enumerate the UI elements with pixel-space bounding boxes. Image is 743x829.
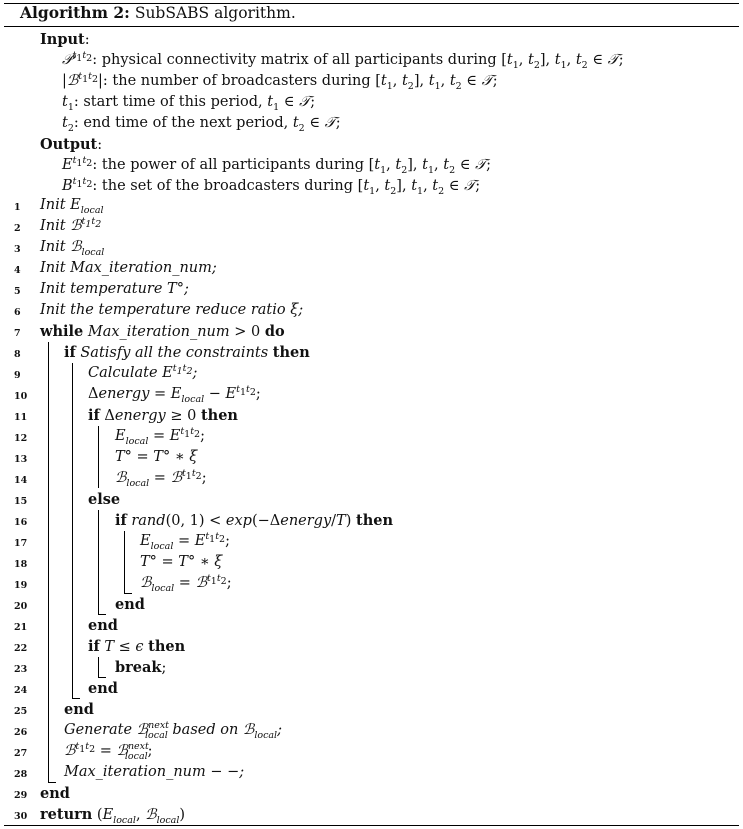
code-line: Δenergy = $E_{local} - E^{t_1t_2}$;: [88, 384, 261, 405]
code-line: Calculate $E^{t_1t_2}$;: [88, 363, 198, 381]
line-number: 29: [14, 790, 28, 801]
line-number: 27: [14, 748, 28, 759]
code-line: if rand(0, 1) < exp(−Δenergy/T) then: [115, 512, 394, 529]
line-number: 9: [14, 370, 21, 381]
line-number: 22: [14, 643, 28, 654]
line-number: 23: [14, 664, 28, 675]
while-block-hook: [48, 782, 56, 783]
output-line: $E^{t_1t_2}$: the power of all participants during [$t_1$, $t_2$], $t_1$, $t_2$ ∈ 𝒯;: [62, 155, 492, 176]
code-line: ℬ$_{local}$ = ℬ$^{t_1t_2}$;: [140, 573, 232, 594]
input-heading: Input:: [40, 31, 90, 48]
line-number: 26: [14, 727, 28, 738]
line-number: 20: [14, 601, 28, 612]
code-line: T° = T° ∗ ξ: [115, 449, 198, 465]
input-line: |ℬ$^{t_1t_2}$|: the number of broadcasters during [$t_1$, $t_2$], $t_1$, $t_2$ ∈ 𝒯;: [62, 71, 498, 92]
line-number: 14: [14, 475, 28, 486]
algorithm-label: Algorithm 2:: [20, 3, 130, 22]
code-line: if Δenergy ≥ 0 then: [88, 407, 238, 424]
code-line: else: [88, 491, 121, 508]
code-line: end: [88, 617, 118, 634]
code-line: ℬ$^{t_1t_2}$ = ℬ$^{next}_{local}$;: [64, 741, 153, 762]
code-line: Max_iteration_num − −;: [64, 764, 245, 780]
line-number: 18: [14, 559, 28, 570]
line-number: 21: [14, 622, 28, 633]
line-number: 15: [14, 496, 28, 507]
line-number: 7: [14, 328, 21, 339]
if-temp-hook: [98, 677, 106, 678]
line-number: 4: [14, 265, 21, 276]
input-line: $t_2$: end time of the next period, $t_2$ ∈ 𝒯;: [62, 115, 341, 134]
code-line: T° = T° ∗ ξ: [140, 554, 223, 570]
line-number: 13: [14, 454, 28, 465]
code-line: $E_{local} = E^{t_1t_2}$;: [140, 531, 230, 552]
algorithm-name: SubSABS algorithm.: [134, 4, 296, 22]
code-line: Generate ℬ$^{next}_{local}$ based on ℬ$_{local}$;: [64, 720, 282, 741]
if-block-bar: [72, 363, 73, 698]
code-line: Init $E_{local}$: [40, 197, 104, 216]
line-number: 3: [14, 244, 21, 255]
code-line: ℬ$_{local}$ = ℬ$^{t_1t_2}$;: [115, 468, 207, 489]
code-line: Init Max_iteration_num;: [40, 260, 217, 276]
code-line: $E_{local} = E^{t_1t_2}$;: [115, 426, 205, 447]
code-line: end: [64, 701, 94, 718]
code-line: break;: [115, 659, 167, 676]
else-block-hook: [98, 614, 106, 615]
line-number: 12: [14, 433, 28, 444]
input-line: 𝒫$^{t_1t_2}$: physical connectivity matrix of all participants during [$t_1$, $t_2$], $t_1$, $t_2$ ∈ 𝒯;: [62, 50, 624, 71]
code-line: if T ≤ ϵ then: [88, 638, 186, 655]
output-line: $B^{t_1t_2}$: the set of the broadcasters during [$t_1$, $t_2$], $t_1$, $t_2$ ∈ 𝒯;: [62, 176, 481, 197]
code-line: end: [115, 596, 145, 613]
line-number: 5: [14, 286, 21, 297]
line-number: 24: [14, 685, 28, 696]
line-number: 30: [14, 811, 28, 822]
code-line: end: [40, 785, 70, 802]
output-heading: Output:: [40, 136, 103, 153]
code-line: return ($E_{local}$, ℬ$_{local}$): [40, 806, 186, 826]
if-energy-bar: [98, 426, 99, 488]
else-block-bar: [98, 510, 99, 614]
line-number: 16: [14, 517, 28, 528]
code-line: Init ℬ$_{local}$: [40, 239, 105, 258]
if-rand-hook: [124, 593, 132, 594]
while-block-bar: [48, 342, 49, 782]
line-number: 17: [14, 538, 28, 549]
line-number: 19: [14, 580, 28, 591]
code-line: end: [88, 680, 118, 697]
code-line: if Satisfy all the constraints then: [64, 344, 310, 361]
line-number: 1: [14, 202, 21, 213]
title-rule: [4, 26, 739, 27]
code-line: Init ℬ$^{t_1t_2}$: [40, 216, 102, 234]
line-number: 8: [14, 349, 21, 360]
line-number: 28: [14, 769, 28, 780]
line-number: 11: [14, 412, 28, 423]
line-number: 6: [14, 307, 21, 318]
line-number: 25: [14, 706, 28, 717]
code-line: while Max_iteration_num > 0 do: [40, 323, 285, 340]
input-line: $t_1$: start time of this period, $t_1$ ∈ 𝒯;: [62, 94, 316, 113]
algorithm-caption: [20, 3, 296, 22]
line-number: 2: [14, 223, 21, 234]
line-number: 10: [14, 391, 28, 402]
if-rand-bar: [124, 531, 125, 593]
code-line: Init the temperature reduce ratio ξ;: [40, 302, 304, 318]
if-block-hook: [72, 698, 80, 699]
code-line: Init temperature T°;: [40, 281, 189, 297]
if-temp-bar: [98, 657, 99, 677]
